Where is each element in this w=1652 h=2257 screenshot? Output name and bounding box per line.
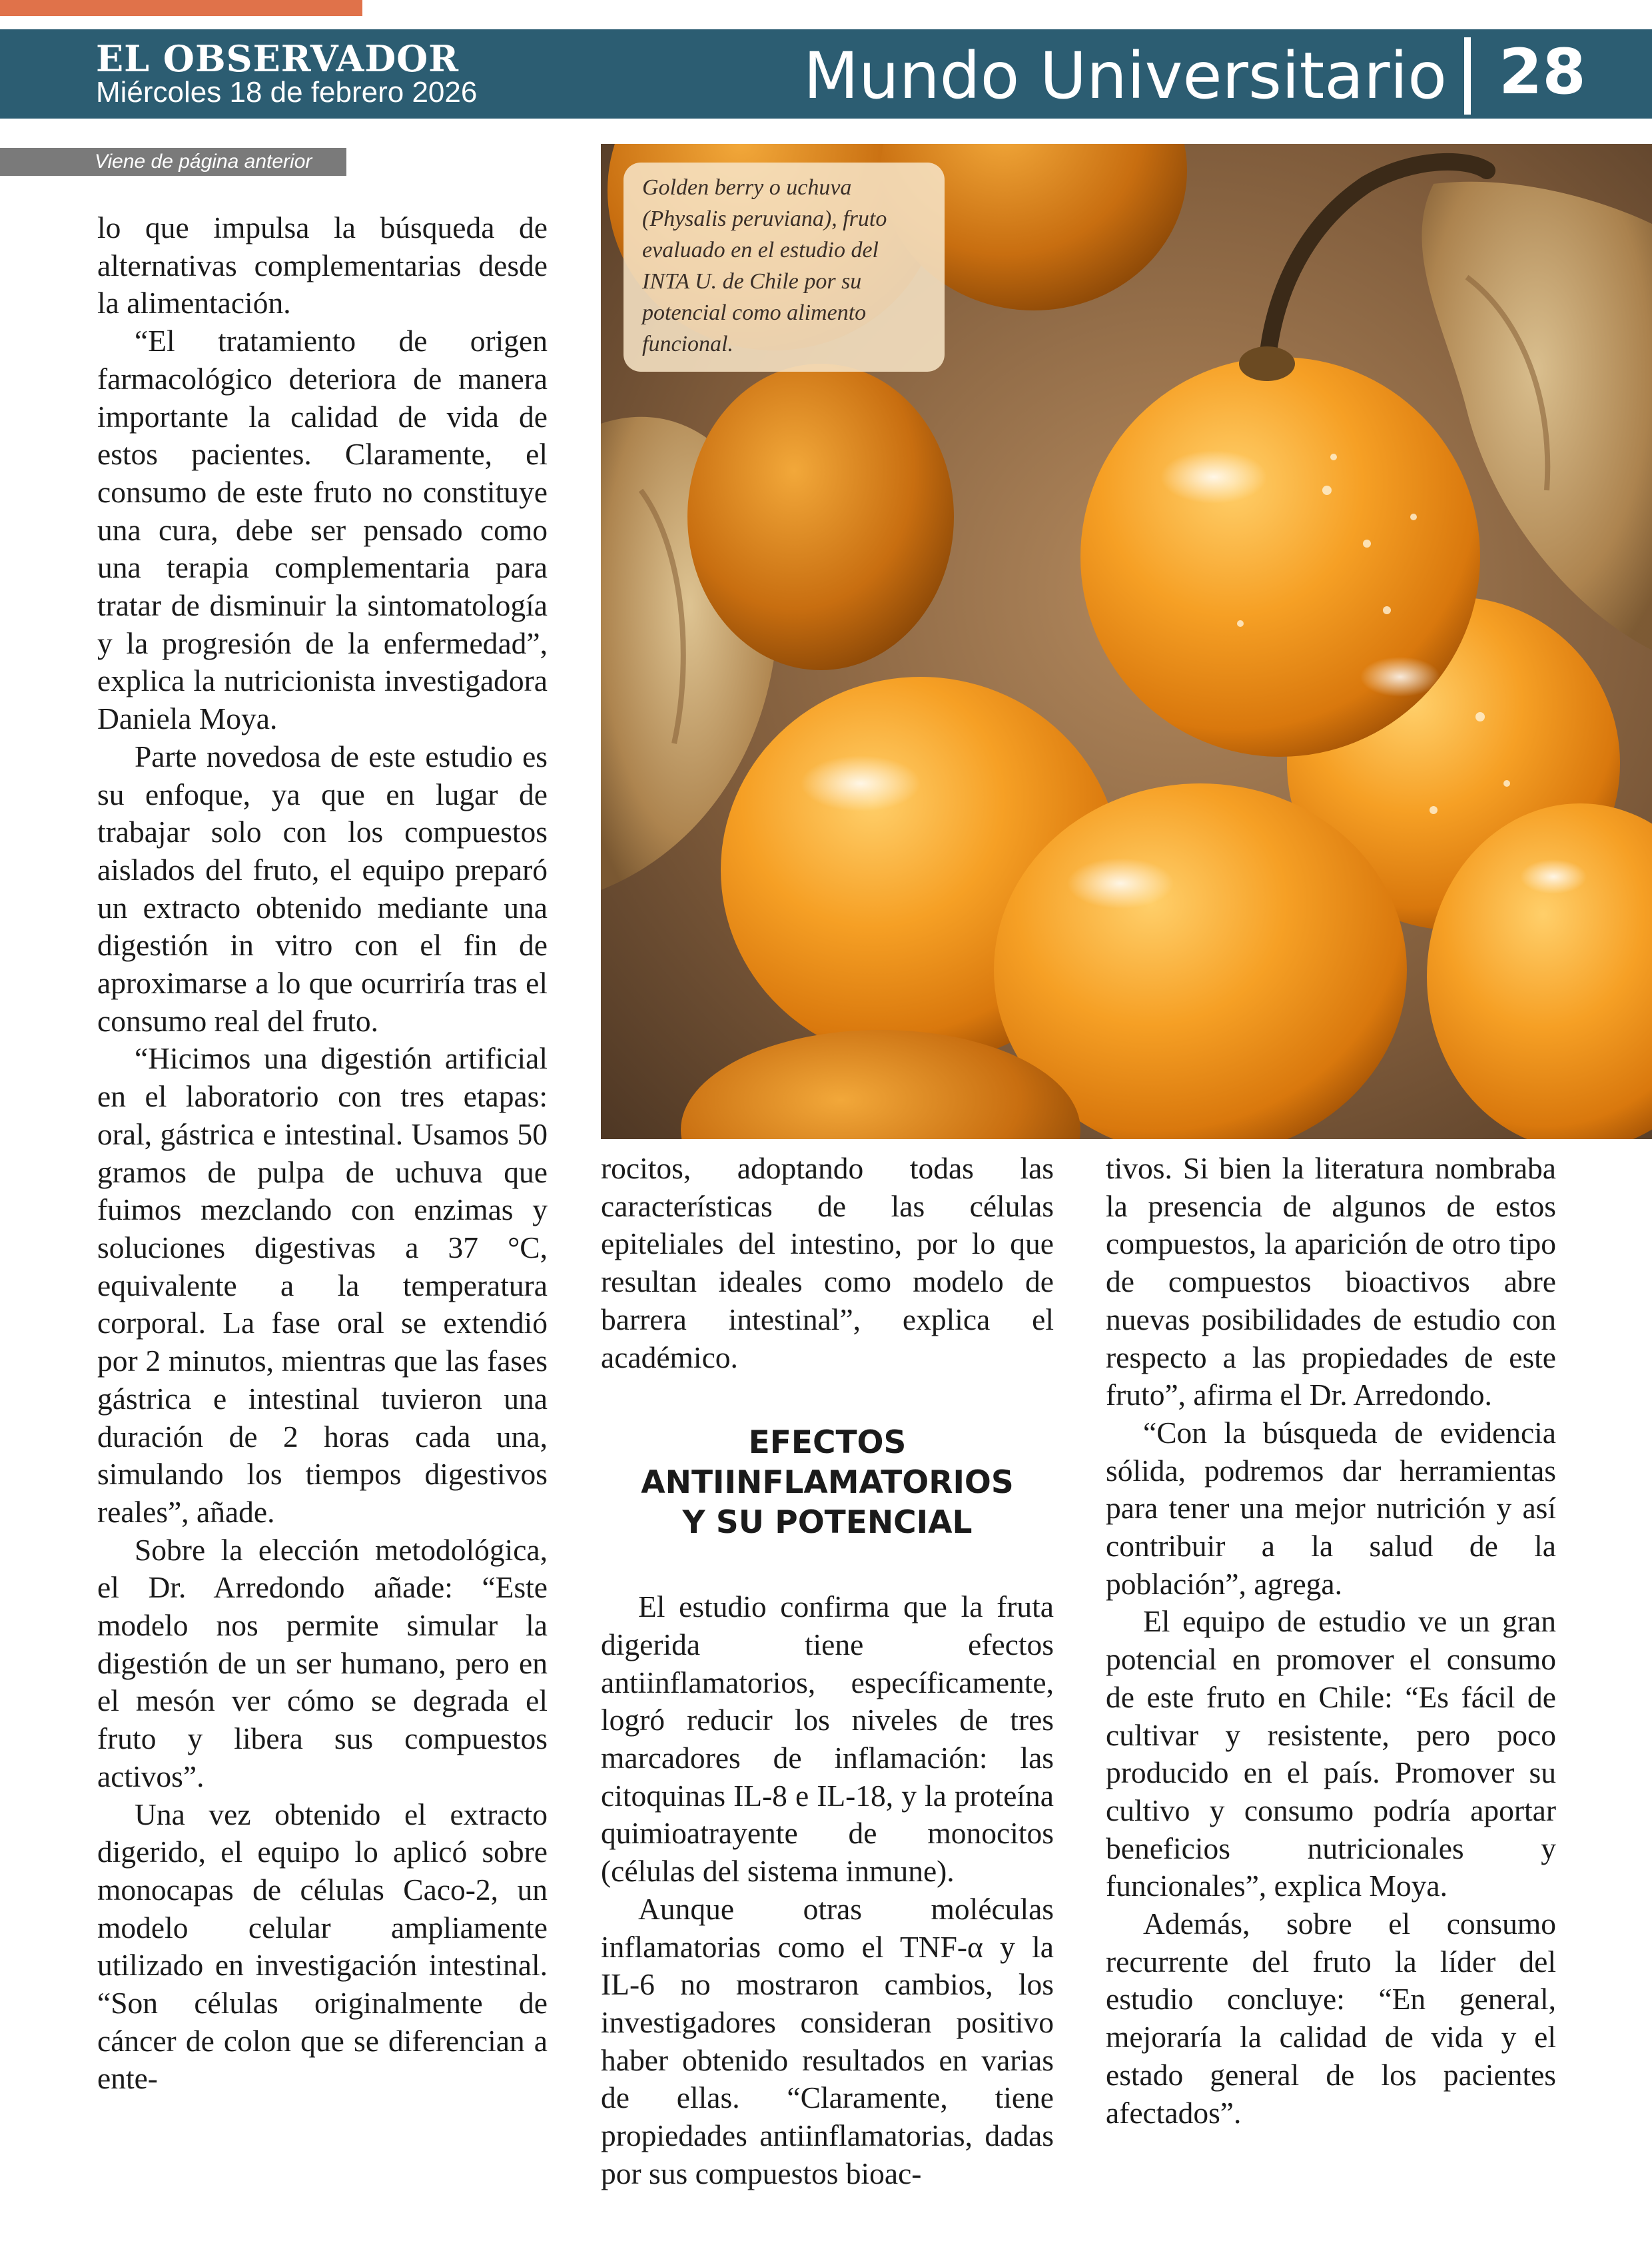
article-paragraph: “El tratamiento de origen farmacológico deteriora de manera importante la calidad de vida de estos pacientes. Claramente, el consumo de este fruto no constituye una cura, debe ser pensado como una terapia complementaria para tratar de disminuir la sintomatología y la progresión de la enfermedad”, explica la nutricionista investigadora Daniela Moya. xyxy=(97,324,548,736)
article-paragraph: Aunque otras moléculas inflamatorias como el TNF-α y la IL-6 no mostraron cambios, los investigadores consideran positivo haber obtenido resultados en varias de ellas. “Claramente, tiene propiedades antiinflamatorias, dadas por sus compuestos bioac- xyxy=(601,1891,1054,2190)
article-paragraph: “Con la búsqueda de evidencia sólida, podremos dar herramientas para tener una mejor nutrición y así contribuir a la salud de la población”, agrega. xyxy=(1106,1415,1556,1601)
article-paragraph: El estudio confirma que la fruta digerida tiene efectos antiinflamatorios, específicamente, logró reducir los niveles de tres marcadores de inflamación: las citoquinas IL-8 e IL-18, y la proteína quimioatrayente de monocitos (células del sistema inmune). xyxy=(601,1589,1054,1889)
header-divider xyxy=(1464,37,1471,115)
section-title: Mundo Universitario xyxy=(803,39,1447,113)
article-paragraph: Además, sobre el consumo recurrente del fruto la líder del estudio concluye: “En general, mejoraría la calidad de vida y el estado general de los pacientes afectados”. xyxy=(1106,1907,1556,2130)
photo-caption: Golden berry o uchuva (Physalis peruviana), fruto evaluado en el estudio del INTA U. de Chile por su potencial como alimento funcional. xyxy=(623,163,945,372)
subheading-line: ANTIINFLAMATORIOS xyxy=(641,1464,1014,1502)
continued-banner xyxy=(0,148,346,176)
newspaper-masthead: EL OBSERVADOR xyxy=(96,37,460,80)
article-paragraph: lo que impulsa la búsqueda de alternativas complementarias desde la alimentación. xyxy=(97,211,548,320)
section-subheading xyxy=(601,1423,1054,1543)
article-column-3 xyxy=(1106,1150,1556,2132)
continued-label: Viene de página anterior xyxy=(95,151,312,173)
article-paragraph: El equipo de estudio ve un gran potencial en promover el consumo de este fruto en Chile: “Es fácil de cultivar y resistente, pero poco producido en el país. Promover su cultivo y consumo podría aportar beneficios nutricionales y funcionales”, explica Moya. xyxy=(1106,1604,1556,1903)
article-paragraph: rocitos, adoptando todas las características de las células epiteliales del intestino, por lo que resultan ideales como modelo de barrera intestinal”, explica el académico. xyxy=(601,1151,1054,1374)
header-accent-bar xyxy=(0,0,362,16)
subheading-line: Y SU POTENCIAL xyxy=(682,1504,973,1542)
article-paragraph: tivos. Si bien la literatura nombraba la presencia de algunos de estos compuestos, la aparición de otro tipo de compuestos bioactivos abre nuevas posibilidades de estudio con respecto a las propiedades de este fruto”, afirma el Dr. Arredondo. xyxy=(1106,1151,1556,1412)
article-paragraph: Parte novedosa de este estudio es su enfoque, ya que en lugar de trabajar solo con los compuestos aislados del fruto, el equipo preparó un extracto obtenido mediante una digestión in vitro con el fin de aproximarse a lo que ocurriría tras el consumo real del fruto. xyxy=(97,739,548,1038)
article-column-2 xyxy=(601,1150,1054,2192)
issue-date: Miércoles 18 de febrero 2026 xyxy=(96,76,478,109)
article-paragraph: Una vez obtenido el extracto digerido, el equipo lo aplicó sobre monocapas de células Caco-2, un modelo celular ampliamente utilizado en investigación intestinal. “Son células originalmente de cáncer de colon que se diferencian a ente- xyxy=(97,1797,548,2096)
subheading-line: EFECTOS xyxy=(748,1424,907,1462)
page-number: 28 xyxy=(1499,36,1586,109)
article-paragraph: “Hicimos una digestión artificial en el laboratorio con tres etapas: oral, gástrica e intestinal. Usamos 50 gramos de pulpa de uchuva que fuimos mezclando con enzimas y soluciones digestivas a 37 °C, equivalente a la temperatura corporal. La fase oral se extendió por 2 minutos, mientras que las fases gástrica e intestinal tuvieron una duración de 2 horas cada una, simulando los tiempos digestivos reales”, añade. xyxy=(97,1041,548,1529)
article-column-1 xyxy=(97,209,548,2098)
article-paragraph: Sobre la elección metodológica, el Dr. Arredondo añade: “Este modelo nos permite simular la digestión de un ser humano, pero en el mesón ver cómo se degrada el fruto y libera sus compuestos activos”. xyxy=(97,1532,548,1793)
